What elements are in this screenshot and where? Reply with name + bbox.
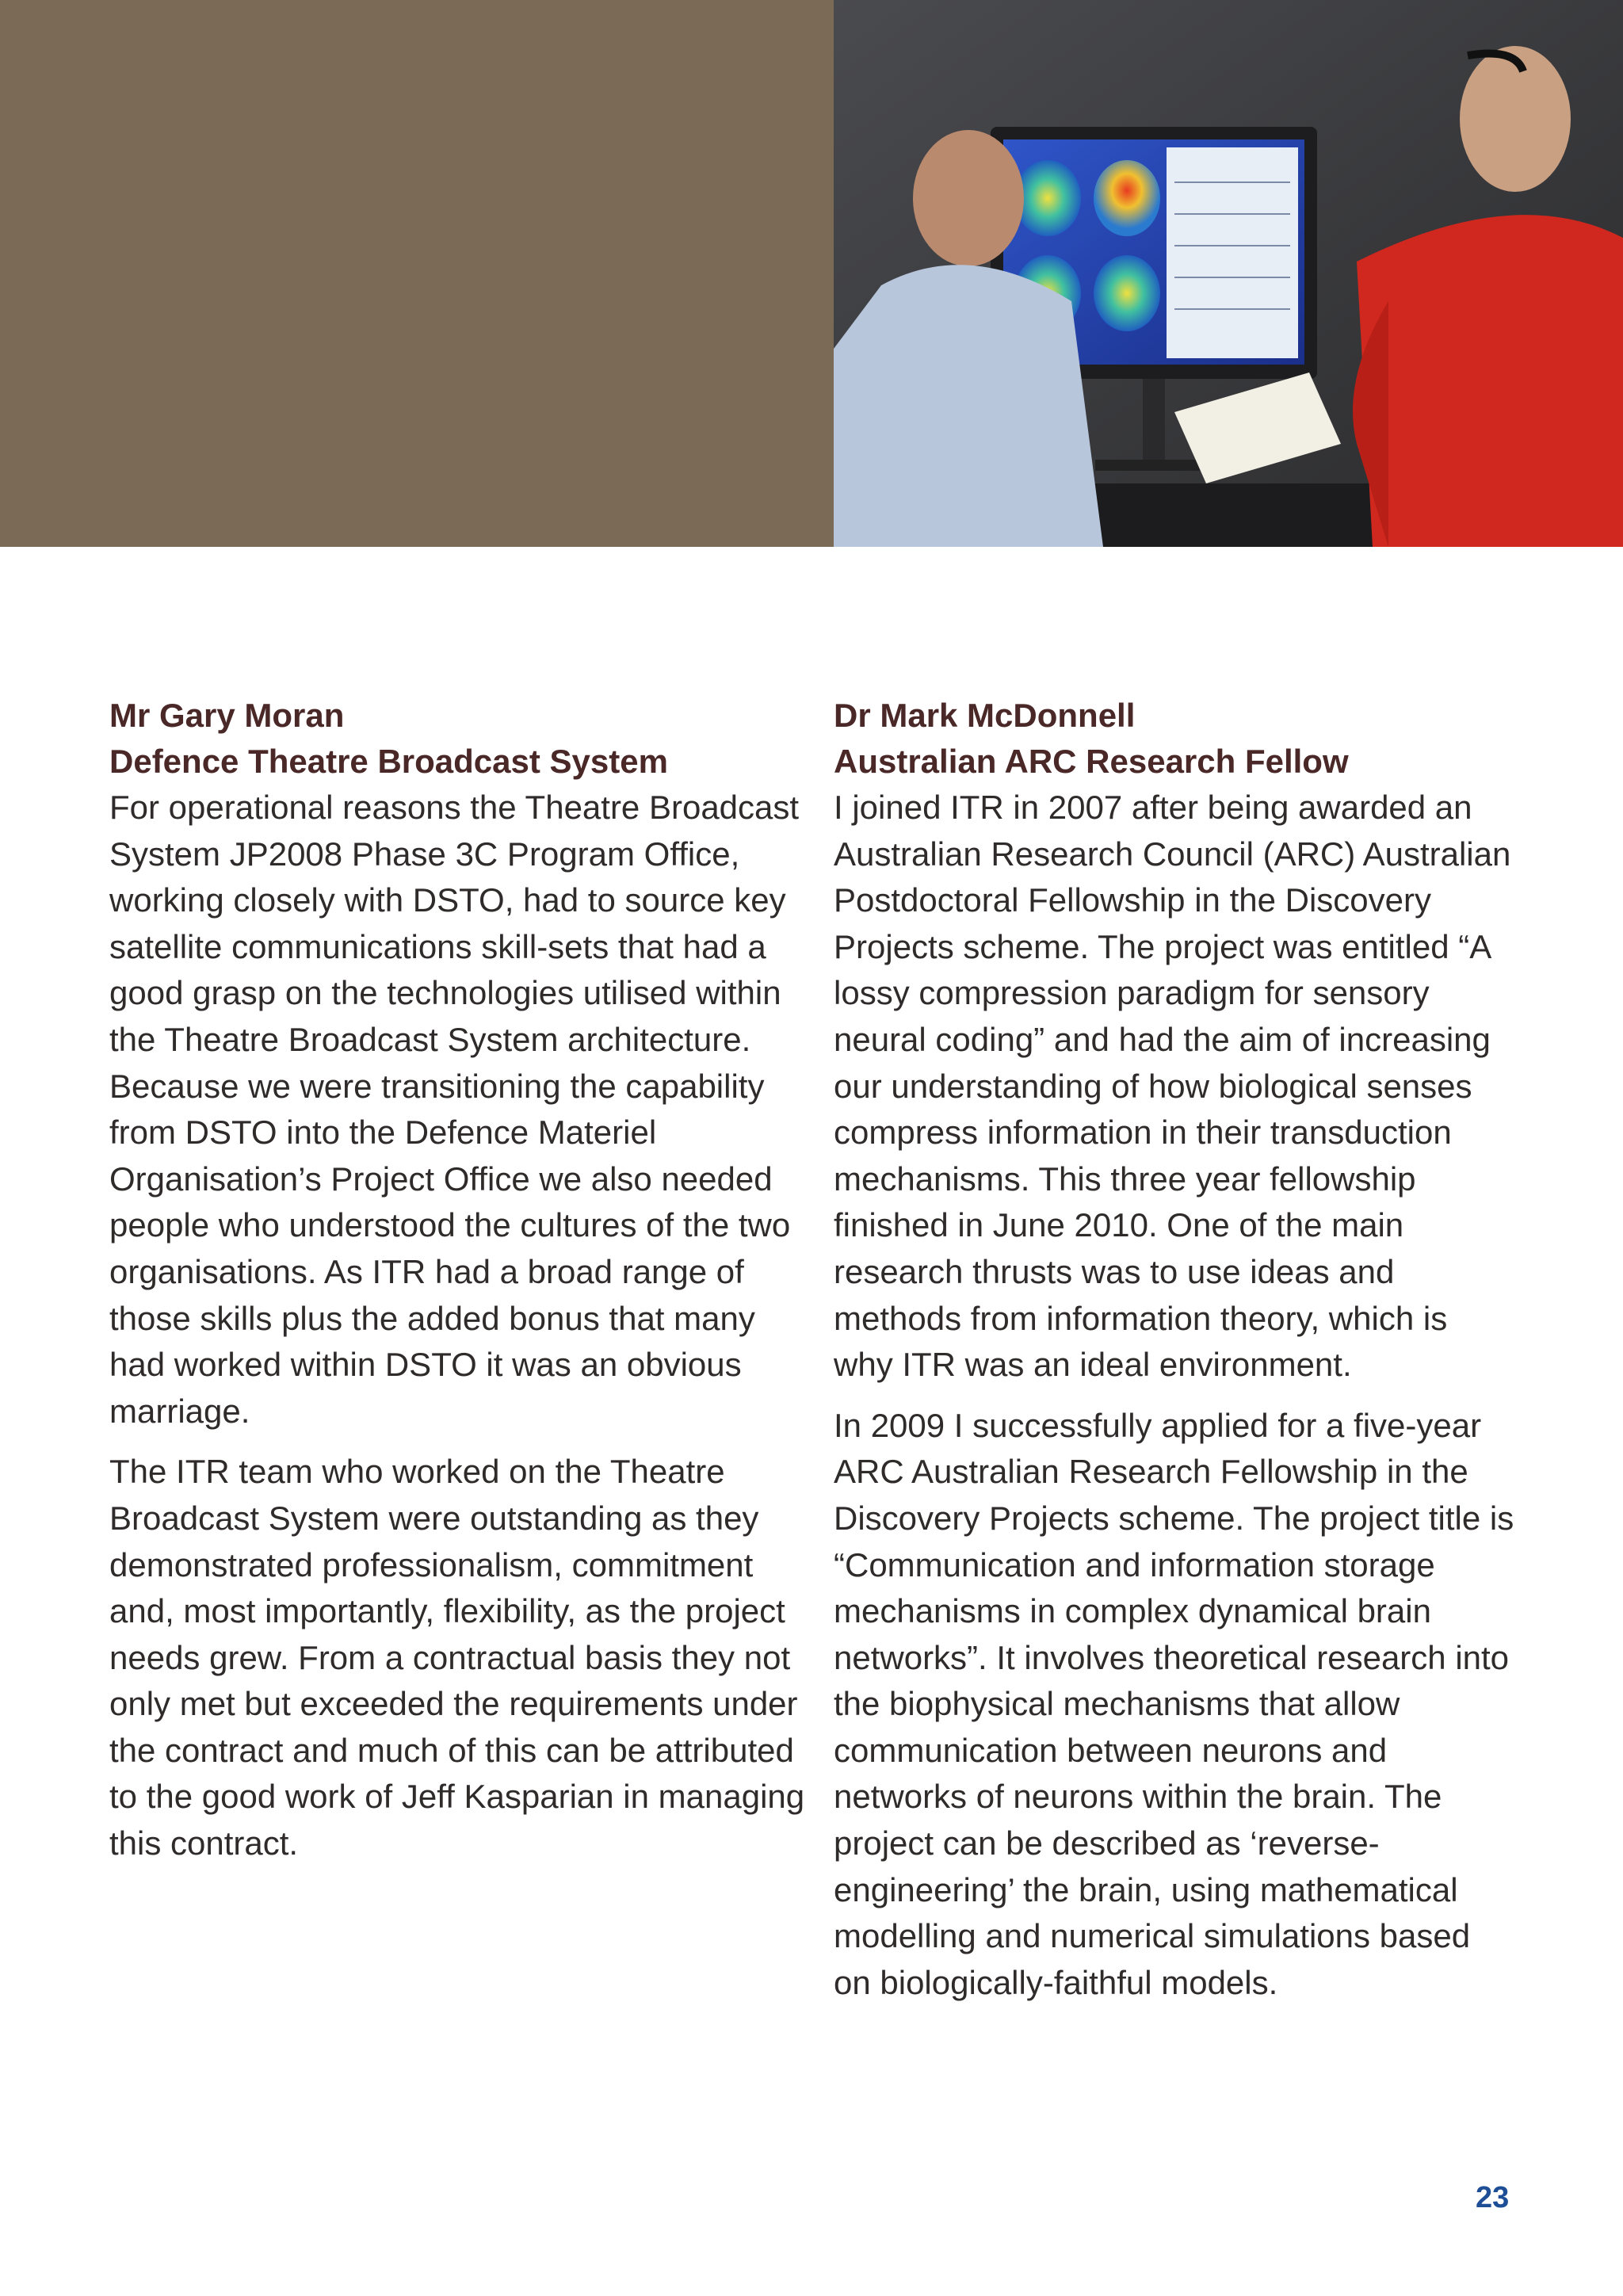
person-role: Australian ARC Research Fellow — [834, 743, 1349, 780]
person-name: Mr Gary Moran — [109, 697, 345, 734]
page-number: 23 — [1476, 2181, 1510, 2214]
header-band — [0, 0, 1623, 547]
testimonial-mark-mcdonnell — [834, 693, 1515, 2020]
person-name: Dr Mark McDonnell — [834, 697, 1136, 734]
paragraph: In 2009 I successfully applied for a five-year ARC Australian Research Fellowship in the Discovery Projects scheme. The project title is “Communication and information storage mechanisms in complex dynamical brain networks”. It involves theoretical research into the biophysical mechanisms that allow communication between neurons and networks of neurons within the brain. The project can be described as ‘reverse-engineering’ the brain, using mathematical modelling and numerical simulations based on biologically-faithful models. — [834, 1406, 1514, 2001]
lab-photo — [834, 0, 1623, 547]
paragraph: I joined ITR in 2007 after being awarded an Australian Research Council (ARC) Australian Postdoctoral Fellowship in the Discovery Projects scheme. The project was entitled “A lossy compression paradigm for sensory neural coding” and had the aim of increasing our understanding of how biological senses compress information in their transduction mechanisms. This three year fellowship finished in June 2010. One of the main research thrusts was to use ideas and methods from information theory, which is why ITR was an ideal environment. — [834, 789, 1511, 1384]
color-panel — [0, 0, 834, 547]
testimonial-gary-moran — [109, 693, 807, 1881]
paragraph: For operational reasons the Theatre Broadcast System JP2008 Phase 3C Program Office, working closely with DSTO, had to source key satellite communications skill-sets that had a good grasp on the technologies utilised within the Theatre Broadcast System architecture. Because we were transitioning the capability from DSTO into the Defence Materiel Organisation’s Project Office we also needed people who understood the cultures of the two organisations. As ITR had a broad range of those skills plus the added bonus that many had worked within DSTO it was an obvious marriage. — [109, 789, 800, 1430]
paragraph: The ITR team who worked on the Theatre Broadcast System were outstanding as they demonstrated professionalism, commitment and, most importantly, flexibility, as the project needs grew. From a contractual basis they not only met but exceeded the requirements under the contract and much of this can be attributed to the good work of Jeff Kasparian in managing this contract. — [109, 1453, 805, 1862]
person-role: Defence Theatre Broadcast System — [109, 743, 668, 780]
